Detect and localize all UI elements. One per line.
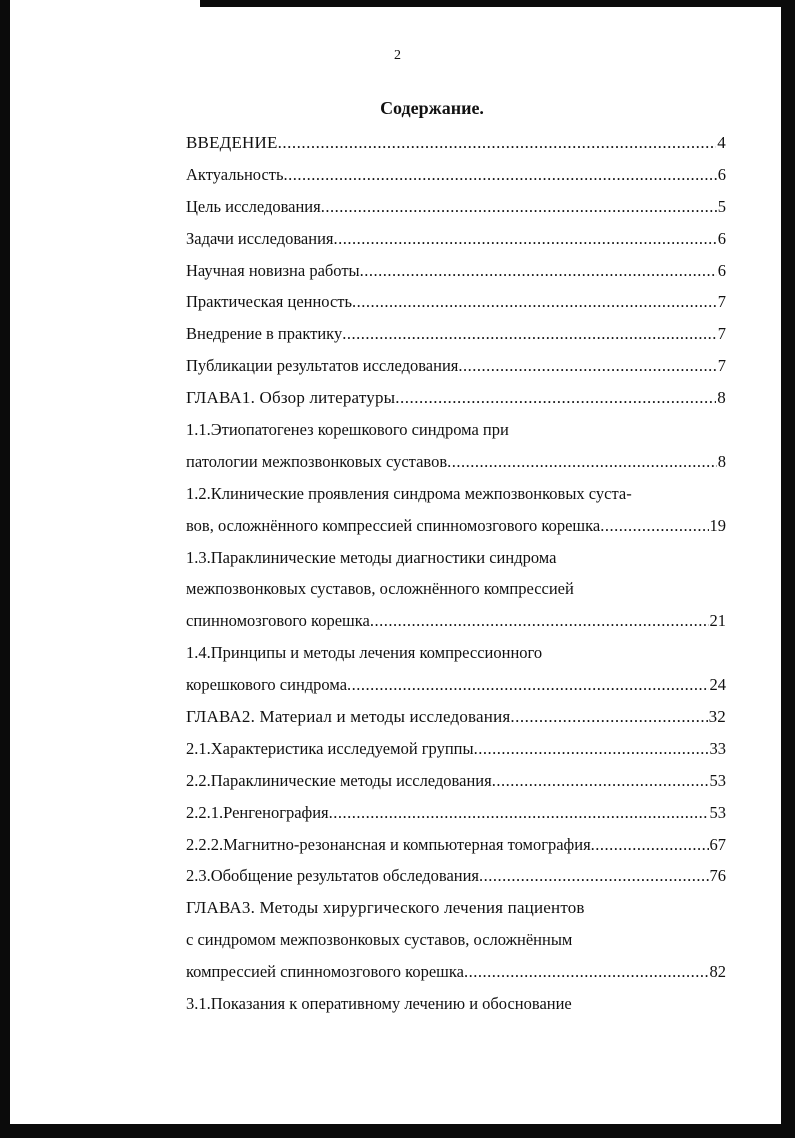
toc-dot-leader (447, 446, 717, 478)
scan-edge-top (200, 0, 782, 7)
toc-entry-title: Актуальность (186, 164, 284, 184)
toc-entry-title: Научная новизна работы (186, 260, 360, 280)
toc-page-number: 33 (709, 738, 726, 758)
scan-edge-bottom (0, 1124, 795, 1138)
toc-dot-leader (278, 127, 717, 159)
toc-entry-title: 1.2.Клинические проявления синдрома межпозвонковых суста- (186, 483, 632, 503)
toc-entry (186, 127, 726, 159)
toc-entry (186, 733, 726, 765)
toc-entry (186, 797, 726, 829)
toc-entry-title: ВВЕДЕНИЕ (186, 133, 278, 152)
toc-entry (186, 318, 726, 350)
toc-entry-title: 1.1.Этиопатогенез корешкового синдрома при (186, 420, 509, 440)
toc-page-number: 53 (709, 802, 726, 822)
toc-text-line (186, 478, 726, 510)
toc-page-number: 7 (717, 356, 726, 376)
toc-dot-leader (347, 669, 708, 701)
toc-entry (186, 829, 726, 861)
toc-dot-leader (591, 829, 709, 861)
toc-page-number: 4 (717, 133, 726, 152)
toc-entry-title: 1.3.Параклинические методы диагностики синдрома (186, 547, 557, 567)
toc-entry-title: ГЛАВА2. Материал и методы исследования (186, 707, 511, 727)
toc-entry-title: 2.3.Обобщение результатов обследования (186, 866, 480, 886)
toc-page-number: 8 (717, 451, 726, 471)
toc-entry (186, 223, 726, 255)
toc-entry-title: ГЛАВА1. Обзор литературы (186, 388, 396, 408)
toc-entry (186, 446, 726, 478)
toc-page-number: 6 (717, 228, 726, 248)
toc-text-line (186, 988, 726, 1020)
toc-entry (186, 382, 726, 414)
toc-page-number: 6 (717, 260, 726, 280)
toc-page-number: 82 (709, 962, 726, 982)
toc-page-number: 7 (717, 324, 726, 344)
toc-page-number: 76 (709, 866, 726, 886)
toc-entry (186, 510, 726, 542)
toc-page-number: 67 (709, 834, 726, 854)
toc-entry-title: Практическая ценность (186, 292, 353, 312)
toc-entry-title: 2.2.1.Ренгенография (186, 802, 329, 822)
toc-dot-leader (458, 350, 716, 382)
toc-text-line (186, 924, 726, 956)
toc-entry-title: вов, осложнённого компрессией спинномозгового корешка (186, 515, 601, 535)
toc-entry (186, 159, 726, 191)
toc-entry-title: Внедрение в практику (186, 324, 343, 344)
scan-edge-left (0, 0, 10, 1138)
toc-page-number: 53 (709, 770, 726, 790)
toc-entry-title: 2.2.2.Магнитно-резонансная и компьютерная томография (186, 834, 591, 854)
toc-text-line (186, 414, 726, 446)
toc-dot-leader (479, 860, 708, 892)
toc-entry (186, 956, 726, 988)
toc-dot-leader (370, 605, 709, 637)
toc-dot-leader (321, 191, 717, 223)
scan-edge-right (781, 0, 795, 1138)
toc-text-line (186, 892, 726, 924)
toc-entry (186, 286, 726, 318)
toc-entry-title: патологии межпозвонковых суставов (186, 451, 448, 471)
toc-text-line (186, 573, 726, 605)
toc-dot-leader (352, 286, 717, 318)
toc-entry (186, 191, 726, 223)
toc-entry-title: Цель исследования (186, 196, 321, 216)
toc-entry-title: Публикации результатов исследования (186, 356, 459, 376)
toc-entry (186, 860, 726, 892)
toc-dot-leader (284, 159, 717, 191)
toc-entry-title: с синдромом межпозвонковых суставов, осложнённым (186, 930, 573, 950)
toc-page-number: 6 (717, 164, 726, 184)
toc-page-number: 32 (708, 707, 726, 727)
toc-entry-title: корешкового синдрома (186, 675, 348, 695)
toc-entry (186, 765, 726, 797)
toc-entry-title: межпозвонковых суставов, осложнённого компрессией (186, 579, 574, 599)
toc-page-number: 5 (717, 196, 726, 216)
toc-dot-leader (464, 956, 709, 988)
toc-entry-title: спинномозгового корешка (186, 611, 370, 631)
toc-text-line (186, 542, 726, 574)
toc-page-number: 8 (717, 388, 726, 408)
toc-dot-leader (360, 255, 717, 287)
toc-entry-title: 2.2.Параклинические методы исследования (186, 770, 492, 790)
toc-dot-leader (329, 797, 709, 829)
toc-entry (186, 255, 726, 287)
toc-entry (186, 605, 726, 637)
toc-title: Содержание. (380, 98, 484, 118)
toc-text-line (186, 637, 726, 669)
toc-entry (186, 669, 726, 701)
toc-dot-leader (342, 318, 717, 350)
page-number: 2 (394, 48, 401, 63)
toc-entry-title: 1.4.Принципы и методы лечения компрессионного (186, 643, 543, 663)
toc-dot-leader (600, 510, 708, 542)
toc-entry-title: Задачи исследования (186, 228, 334, 248)
toc-dot-leader (334, 223, 717, 255)
toc-page-number: 21 (709, 611, 726, 631)
toc-entry-title: 3.1.Показания к оперативному лечению и обоснование (186, 994, 572, 1014)
toc-page-number: 19 (709, 515, 726, 535)
toc-dot-leader (474, 733, 709, 765)
toc-entry (186, 701, 726, 733)
toc-dot-leader (395, 382, 716, 414)
toc-entry-title: 2.1.Характеристика исследуемой группы (186, 738, 474, 758)
table-of-contents (186, 127, 726, 1020)
toc-entry-title: ГЛАВА3. Методы хирургического лечения пациентов (186, 898, 585, 918)
toc-dot-leader (510, 701, 707, 733)
toc-dot-leader (492, 765, 709, 797)
toc-entry-title: компрессией спинномозгового корешка (186, 962, 464, 982)
toc-page-number: 7 (717, 292, 726, 312)
toc-page-number: 24 (709, 675, 726, 695)
toc-entry (186, 350, 726, 382)
